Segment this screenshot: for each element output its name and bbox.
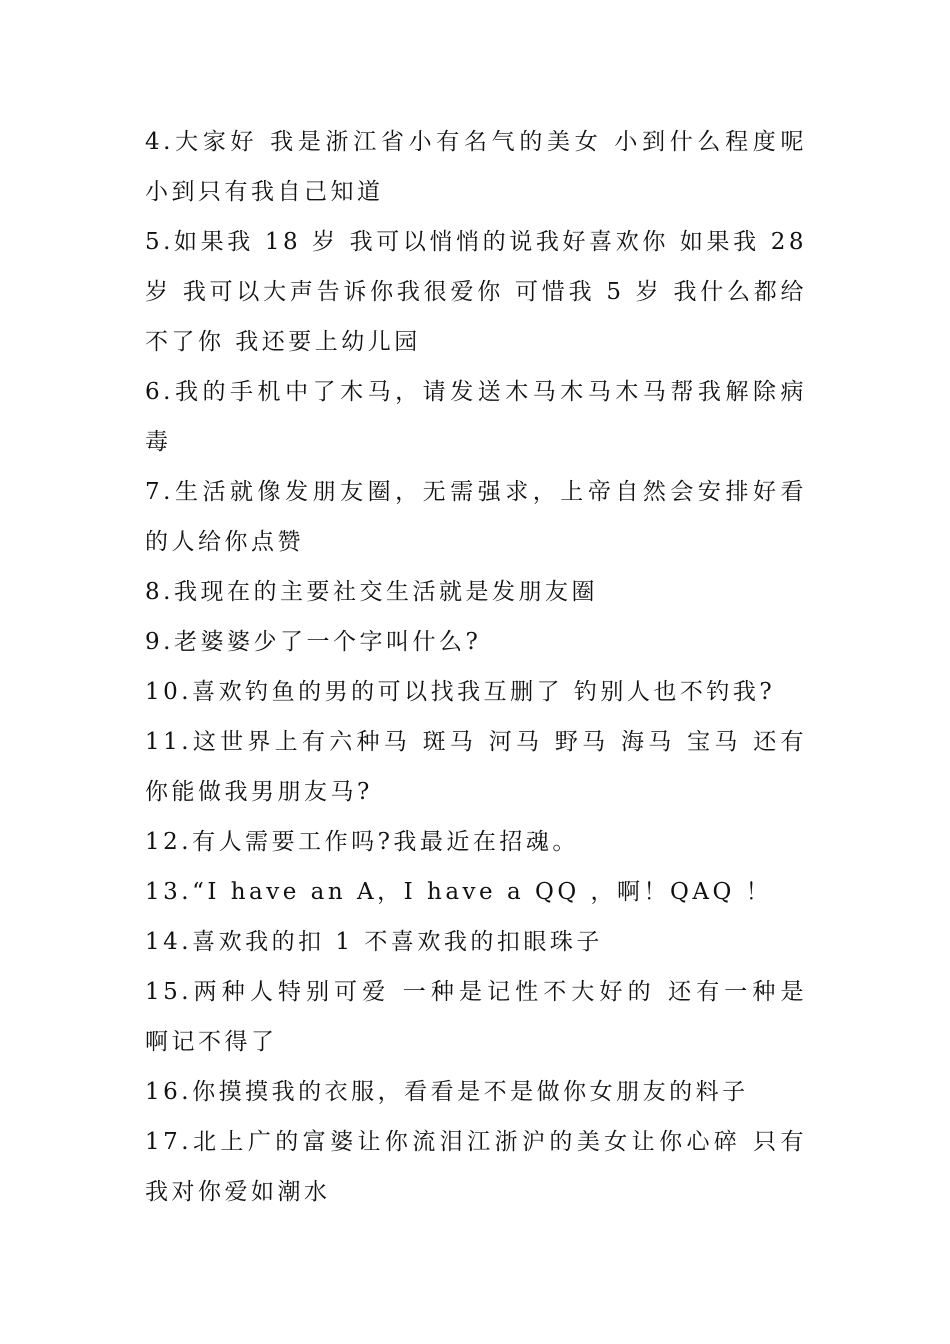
list-item: 17.北上广的富婆让你流泪江浙沪的美女让你心碎 只有我对你爱如潮水	[145, 1129, 807, 1205]
list-item: 8.我现在的主要社交生活就是发朋友圈	[145, 579, 598, 605]
list-item: 5.如果我 18 岁 我可以悄悄的说我好喜欢你 如果我 28 岁 我可以大声告诉你我很爱你 可惜我 5 岁 我什么都给不了你 我还要上幼儿园	[145, 229, 807, 355]
list-item: 9.老婆婆少了一个字叫什么?	[145, 629, 482, 655]
list-item: 12.有人需要工作吗?我最近在招魂。	[145, 829, 579, 855]
list-item: 15.两种人特别可爱 一种是记性不大好的 还有一种是 啊记不得了	[145, 979, 807, 1055]
list-item: 4.大家好 我是浙江省小有名气的美女 小到什么程度呢 小到只有我自己知道	[145, 129, 807, 205]
list-item: 10.喜欢钓鱼的男的可以找我互删了 钓别人也不钓我?	[145, 679, 776, 705]
list-item: 11.这世界上有六种马 斑马 河马 野马 海马 宝马 还有你能做我男朋友马?	[145, 729, 807, 805]
document-body	[145, 117, 807, 1217]
list-item: 14.喜欢我的扣 1 不喜欢我的扣眼珠子	[145, 929, 603, 955]
list-item: 7.生活就像发朋友圈，无需强求，上帝自然会安排好看的人给你点赞	[145, 479, 807, 555]
list-item: 13.“I have an A，I have a QQ ，啊！QAQ ！	[145, 879, 773, 905]
list-item: 16.你摸摸我的衣服，看看是不是做你女朋友的料子	[145, 1079, 749, 1105]
list-item: 6.我的手机中了木马，请发送木马木马木马帮我解除病毒	[145, 379, 807, 455]
